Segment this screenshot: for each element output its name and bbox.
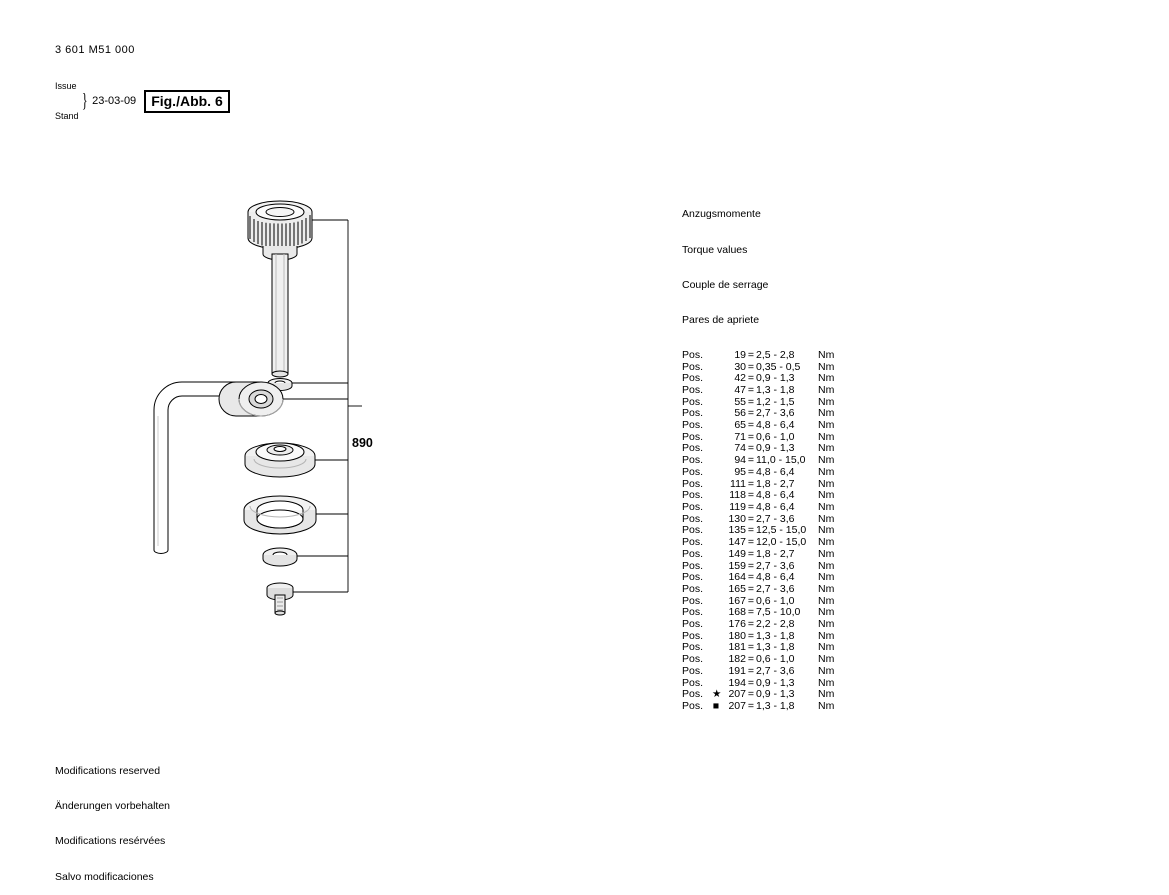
- torque-pos-label: Pos.: [682, 442, 704, 455]
- torque-pos-number: 119: [729, 500, 746, 513]
- torque-unit: Nm: [818, 489, 835, 502]
- torque-pos-label: Pos.: [682, 348, 704, 361]
- torque-pos-number: 135: [728, 524, 746, 537]
- torque-value: 2,7 - 3,6: [756, 559, 795, 572]
- torque-pos-number: 180: [728, 629, 746, 642]
- torque-pos-label: Pos.: [682, 582, 704, 595]
- torque-pos-label: Pos.: [682, 465, 704, 478]
- torque-pos-label: Pos.: [682, 676, 704, 689]
- torque-values-table: [682, 186, 834, 724]
- torque-marker-icon: ■: [712, 699, 720, 712]
- torque-unit: Nm: [818, 629, 835, 642]
- footer-notes: [55, 742, 170, 895]
- torque-value: 0,6 - 1,0: [756, 430, 795, 443]
- torque-unit: Nm: [818, 641, 835, 654]
- torque-pos-label: Pos.: [682, 688, 704, 701]
- torque-pos-number: 30: [734, 360, 746, 373]
- torque-unit: Nm: [818, 571, 835, 584]
- torque-pos-label: Pos.: [682, 430, 704, 443]
- torque-equals-sign: =: [747, 454, 755, 467]
- torque-marker-icon: ★: [712, 688, 722, 701]
- issue-row: [55, 61, 475, 141]
- torque-row: [682, 467, 834, 479]
- torque-unit: Nm: [818, 500, 835, 513]
- torque-equals-sign: =: [747, 383, 755, 396]
- torque-equals-sign: =: [747, 407, 755, 420]
- sheet-header: [55, 44, 475, 141]
- torque-unit: Nm: [818, 688, 835, 701]
- torque-unit: Nm: [818, 360, 835, 373]
- torque-pos-label: Pos.: [682, 559, 704, 572]
- torque-unit: Nm: [818, 372, 835, 385]
- torque-pos-number: 74: [734, 442, 746, 455]
- torque-equals-sign: =: [747, 618, 755, 631]
- torque-pos-number: 47: [734, 383, 746, 396]
- torque-unit: Nm: [818, 606, 835, 619]
- clamp-arm-part: [219, 382, 283, 416]
- torque-unit: Nm: [818, 559, 835, 572]
- torque-value: 4,8 - 6,4: [756, 571, 795, 584]
- torque-row: [682, 666, 834, 678]
- torque-equals-sign: =: [747, 524, 755, 537]
- torque-pos-number: 147: [728, 536, 746, 549]
- torque-pos-label: Pos.: [682, 547, 704, 560]
- torque-value: 2,7 - 3,6: [756, 664, 795, 677]
- screw-part: [267, 583, 293, 615]
- torque-equals-sign: =: [747, 536, 755, 549]
- torque-pos-number: 149: [728, 547, 746, 560]
- torque-row: [682, 350, 834, 362]
- torque-unit: Nm: [818, 524, 835, 537]
- torque-pos-number: 168: [728, 606, 746, 619]
- torque-equals-sign: =: [747, 699, 755, 712]
- exploded-assembly-drawing: [130, 180, 430, 630]
- torque-unit: Nm: [818, 477, 835, 490]
- torque-equals-sign: =: [747, 676, 755, 689]
- figure-label: Fig./Abb. 6: [144, 90, 230, 113]
- torque-equals-sign: =: [747, 430, 755, 443]
- torque-pos-label: Pos.: [682, 606, 704, 619]
- torque-equals-sign: =: [747, 500, 755, 513]
- torque-equals-sign: =: [747, 512, 755, 525]
- torque-equals-sign: =: [747, 664, 755, 677]
- torque-unit: Nm: [818, 536, 835, 549]
- footer-line-de: Änderungen vorbehalten: [55, 799, 171, 812]
- torque-equals-sign: =: [747, 419, 755, 432]
- torque-pos-label: Pos.: [682, 594, 704, 607]
- torque-pos-number: 111: [730, 477, 746, 490]
- torque-equals-sign: =: [747, 489, 755, 502]
- torque-equals-sign: =: [747, 477, 755, 490]
- torque-pos-number: 65: [734, 419, 746, 432]
- torque-value: 4,8 - 6,4: [756, 419, 795, 432]
- torque-pos-label: Pos.: [682, 524, 704, 537]
- torque-value: 1,8 - 2,7: [756, 547, 795, 560]
- torque-pos-number: 130: [728, 512, 746, 525]
- torque-heading-de: Anzugsmomente: [682, 208, 761, 221]
- torque-equals-sign: =: [747, 442, 755, 455]
- torque-pos-label: Pos.: [682, 664, 704, 677]
- torque-value: 1,8 - 2,7: [756, 477, 795, 490]
- torque-unit: Nm: [818, 676, 835, 689]
- torque-pos-number: 159: [728, 559, 746, 572]
- torque-pos-number: 165: [728, 582, 746, 595]
- torque-pos-label: Pos.: [682, 536, 704, 549]
- torque-equals-sign: =: [747, 688, 755, 701]
- brace-glyph: }: [81, 90, 88, 112]
- torque-pos-number: 42: [734, 372, 746, 385]
- torque-pos-label: Pos.: [682, 477, 704, 490]
- torque-row: [682, 619, 834, 631]
- torque-equals-sign: =: [747, 372, 755, 385]
- torque-value: 4,8 - 6,4: [756, 500, 795, 513]
- issue-label-de: Stand: [55, 111, 79, 121]
- torque-equals-sign: =: [747, 582, 755, 595]
- torque-pos-number: 56: [734, 407, 746, 420]
- torque-pos-number: 194: [728, 676, 746, 689]
- threaded-shaft-part: [272, 254, 288, 377]
- torque-equals-sign: =: [747, 395, 755, 408]
- torque-equals-sign: =: [747, 629, 755, 642]
- footer-line-es: Salvo modificaciones: [55, 870, 154, 883]
- torque-pos-number: 207: [728, 688, 746, 701]
- torque-value: 2,2 - 2,8: [756, 618, 795, 631]
- torque-pos-number: 55: [734, 395, 746, 408]
- torque-value: 2,7 - 3,6: [756, 512, 795, 525]
- torque-equals-sign: =: [747, 547, 755, 560]
- part-number: 3 601 M51 000: [55, 44, 135, 56]
- torque-pos-label: Pos.: [682, 571, 704, 584]
- torque-value: 1,3 - 1,8: [756, 699, 795, 712]
- grooved-disc-part: [245, 443, 315, 477]
- torque-pos-label: Pos.: [682, 383, 704, 396]
- torque-value: 4,8 - 6,4: [756, 489, 795, 502]
- torque-pos-number: 164: [728, 571, 746, 584]
- torque-pos-label: Pos.: [682, 407, 704, 420]
- torque-value: 0,9 - 1,3: [756, 372, 795, 385]
- torque-unit: Nm: [818, 512, 835, 525]
- torque-value: 1,3 - 1,8: [756, 641, 795, 654]
- torque-unit: Nm: [818, 395, 835, 408]
- callout-leader-lines: [283, 220, 362, 592]
- torque-equals-sign: =: [747, 653, 755, 666]
- ring-collar-part: [244, 496, 316, 534]
- torque-pos-number: 191: [728, 664, 746, 677]
- torque-rows: [682, 350, 834, 713]
- torque-unit: Nm: [818, 699, 835, 712]
- torque-pos-number: 71: [734, 430, 746, 443]
- torque-value: 0,9 - 1,3: [756, 688, 795, 701]
- torque-row: [682, 701, 834, 713]
- torque-unit: Nm: [818, 594, 835, 607]
- torque-unit: Nm: [818, 664, 835, 677]
- torque-pos-number: 118: [729, 489, 746, 502]
- torque-value: 12,5 - 15,0: [756, 524, 807, 537]
- torque-pos-number: 181: [728, 641, 746, 654]
- torque-pos-number: 207: [728, 699, 746, 712]
- torque-value: 0,9 - 1,3: [756, 676, 795, 689]
- torque-value: 0,9 - 1,3: [756, 442, 795, 455]
- issue-date: 23-03-09: [92, 95, 137, 107]
- torque-equals-sign: =: [747, 559, 755, 572]
- torque-value: 12,0 - 15,0: [756, 536, 807, 549]
- torque-pos-label: Pos.: [682, 395, 704, 408]
- torque-pos-label: Pos.: [682, 372, 704, 385]
- torque-unit: Nm: [818, 430, 835, 443]
- torque-pos-number: 19: [734, 348, 746, 361]
- torque-unit: Nm: [818, 407, 835, 420]
- torque-equals-sign: =: [747, 594, 755, 607]
- torque-unit: Nm: [818, 582, 835, 595]
- knurled-knob-part: [248, 201, 312, 260]
- assembly-svg: [130, 180, 430, 630]
- torque-unit: Nm: [818, 465, 835, 478]
- torque-pos-label: Pos.: [682, 419, 704, 432]
- footer-line-en: Modifications reserved: [55, 764, 161, 777]
- torque-row: [682, 385, 834, 397]
- torque-pos-label: Pos.: [682, 500, 704, 513]
- torque-equals-sign: =: [747, 641, 755, 654]
- torque-pos-label: Pos.: [682, 629, 704, 642]
- callout-label-890: 890: [352, 436, 373, 450]
- torque-unit: Nm: [818, 383, 835, 396]
- torque-pos-label: Pos.: [682, 641, 704, 654]
- torque-value: 1,2 - 1,5: [756, 395, 795, 408]
- torque-value: 2,7 - 3,6: [756, 582, 795, 595]
- torque-unit: Nm: [818, 348, 835, 361]
- torque-pos-label: Pos.: [682, 512, 704, 525]
- torque-pos-label: Pos.: [682, 489, 704, 502]
- torque-pos-number: 167: [728, 594, 746, 607]
- torque-equals-sign: =: [747, 360, 755, 373]
- torque-row: [682, 502, 834, 514]
- torque-value: 0,35 - 0,5: [756, 360, 801, 373]
- torque-pos-label: Pos.: [682, 699, 704, 712]
- torque-value: 4,8 - 6,4: [756, 465, 795, 478]
- torque-row: [682, 549, 834, 561]
- torque-value: 7,5 - 10,0: [756, 606, 801, 619]
- torque-value: 0,6 - 1,0: [756, 653, 795, 666]
- torque-pos-number: 182: [728, 653, 746, 666]
- torque-pos-label: Pos.: [682, 653, 704, 666]
- torque-unit: Nm: [818, 442, 835, 455]
- torque-value: 2,7 - 3,6: [756, 407, 795, 420]
- issue-label-en: Issue: [55, 81, 77, 91]
- footer-line-fr: Modifications resérvées: [55, 835, 166, 848]
- torque-pos-label: Pos.: [682, 360, 704, 373]
- torque-unit: Nm: [818, 618, 835, 631]
- torque-row: [682, 420, 834, 432]
- flat-washer-part: [263, 548, 297, 566]
- torque-value: 1,3 - 1,8: [756, 383, 795, 396]
- torque-heading-fr: Couple de serrage: [682, 278, 769, 291]
- torque-pos-label: Pos.: [682, 618, 704, 631]
- issue-labels: [55, 61, 79, 141]
- torque-value: 11,0 - 15,0: [756, 454, 806, 467]
- torque-value: 1,3 - 1,8: [756, 629, 795, 642]
- torque-pos-number: 94: [734, 454, 746, 467]
- torque-heading-en: Torque values: [682, 243, 748, 256]
- torque-value: 2,5 - 2,8: [756, 348, 795, 361]
- torque-unit: Nm: [818, 547, 835, 560]
- torque-value: 0,6 - 1,0: [756, 594, 795, 607]
- torque-unit: Nm: [818, 653, 835, 666]
- torque-heading-es: Pares de apriete: [682, 313, 760, 326]
- torque-row: [682, 584, 834, 596]
- torque-pos-label: Pos.: [682, 454, 704, 467]
- torque-equals-sign: =: [747, 348, 755, 361]
- torque-pos-number: 176: [728, 618, 746, 631]
- torque-unit: Nm: [818, 419, 835, 432]
- torque-equals-sign: =: [747, 465, 755, 478]
- torque-equals-sign: =: [747, 571, 755, 584]
- torque-unit: Nm: [818, 454, 835, 467]
- torque-pos-number: 95: [734, 465, 746, 478]
- torque-equals-sign: =: [747, 606, 755, 619]
